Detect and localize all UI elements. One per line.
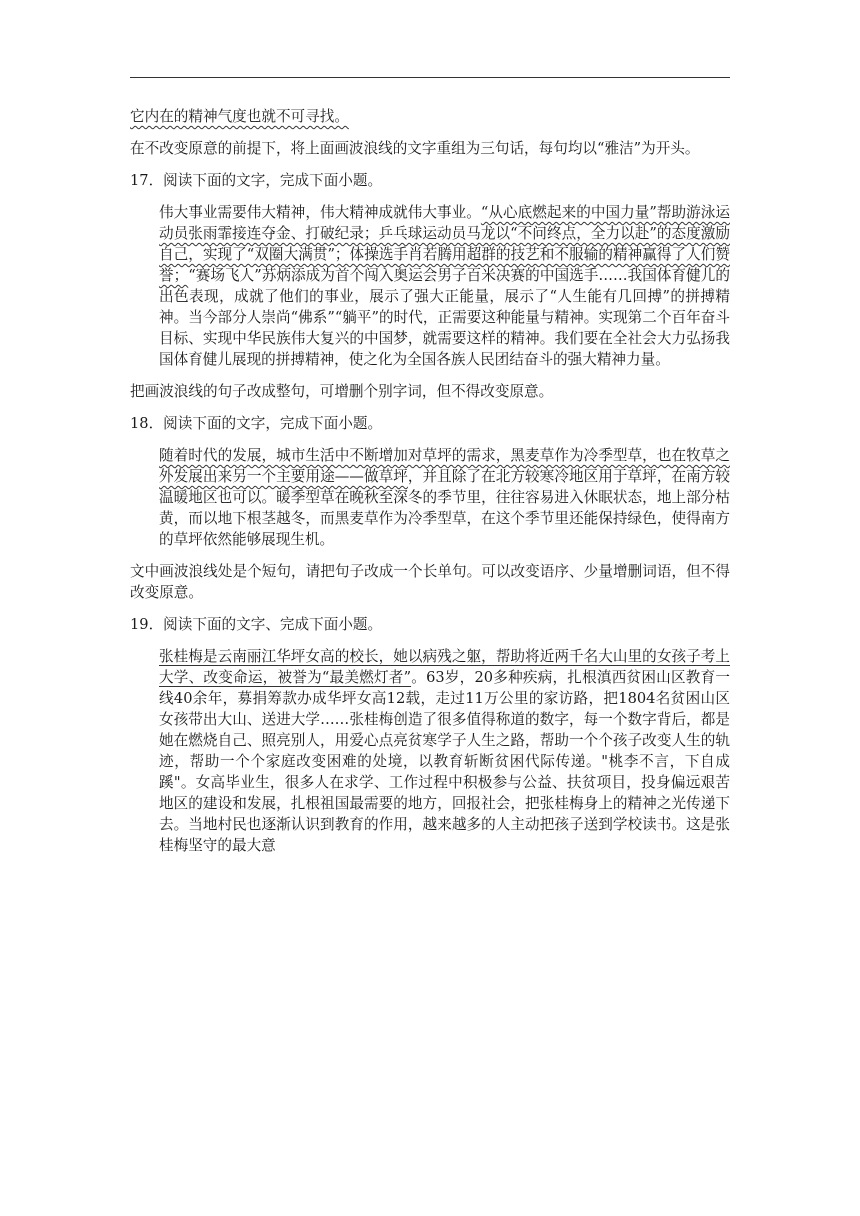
q17-passage-text: 伟大事业需要伟大精神，伟大精神成就伟大事业。 <box>159 204 481 221</box>
q18-title: 18．阅读下面的文字，完成下面小题。 <box>130 415 383 432</box>
q17-title: 17．阅读下面的文字，完成下面小题。 <box>130 172 383 189</box>
q18-instruction: 文中画波浪线处是个短句，请把句子改成一个长单句。可以改变语序、少量增删词语，但不得改变原意。 <box>130 563 730 601</box>
q17-instruction: 把画波浪线的句子改成整句，可增删个别字词，但不得改变原意。 <box>130 383 554 400</box>
header-rule <box>130 77 730 78</box>
q18-passage <box>130 445 730 550</box>
continuation-line <box>130 106 730 127</box>
wavy-underlined-text: 它内在的精神气度也就不可寻找。 <box>130 108 349 125</box>
q17-wavy-text: “从心底燃起来的中国力量”帮助游泳运动员张雨霏接连夺金、打破纪录；乒乓球运动员马龙以“不问终点，全力以赴”的态度激励自己，实现了“双圈大满贯”；体操选手肖若腾用超群的技艺和不服输的精神赢得了人们赞誉； <box>159 204 730 284</box>
q19-passage <box>130 646 730 856</box>
q19-underlined-text: 张桂梅是云南丽江华坪女高的校长，她以病残之躯，帮助将近两千名大山里的女孩子考上大学、改变命运，被誉为“最美燃灯者” <box>159 648 730 686</box>
q18-passage-text: ，并且除了在北方较寒冷地区用于草坪，在南方较温暖地区也可以。暖季型草在晚秋至深冬的季节里，往往容易进入休眠状态，地上部分枯黄，而以地下根茎越冬，而黑麦草作为冷季型草，在这个季节里还能保持绿色，使得南方的草坪依然能够展现生机。 <box>159 468 730 548</box>
q17-passage <box>130 202 730 370</box>
q17-passage-text-rest: “赛场飞人”苏炳添成为首个闯入奥运会男子百米决赛的中国选手……我国体育健儿的出色表现，成就了他们的事业，展示了强大正能量，展示了“人生能有几回搏”的拼搏精神。当今部分人崇尚“佛系”“躺平”的时代，正需要这种能量与精神。实现第二个百年奋斗目标、实现中华民族伟大复兴的中国梦，就需要这样的精神。我们要在全社会大力弘扬我国体育健儿展现的拼搏精神，使之化为全国各族人民团结奋斗的强大精神力量。 <box>159 267 730 368</box>
q19-title: 19．阅读下面的文字、完成下面小题。 <box>130 616 383 633</box>
q19-passage-text: 。63岁，20多种疾病，扎根滇西贫困山区教育一线40余年，募捐筹款办成华坪女高12载，走过11万公里的家访路，把1804名贫困山区女孩带出大山、送进大学……张桂梅创造了很多值得称道的数字，每一个数字背后，都是她在燃烧自己、照亮别人，用爱心点亮贫寒学子人生之路，帮助一个个孩子改变人生的轨迹，帮助一个个家庭改变困难的处境，以教育斩断贫困代际传递。"桃李不言，下自成蹊"。女高毕业生，很多人在求学、工作过程中积极参与公益、扶贫项目，投身偏远艰苦地区的建设和发展，扎根祖国最需要的地方，回报社会，把张桂梅身上的精神之光传递下去。当地村民也逐渐认识到教育的作用，越来越多的人主动把孩子送到学校读书。这是张桂梅坚守的最大意 <box>159 669 730 854</box>
q16-instruction: 在不改变原意的前提下，将上面画波浪线的文字重组为三句话，每句均以“雅洁”为开头。 <box>130 140 700 157</box>
document-body <box>130 106 730 867</box>
q18-wavy-text: 随着时代的发展，城市生活中不断增加对草坪的需求，黑麦草作为冷季型草，也在牧草之外发展出来另一个主要用途——做草坪 <box>159 447 730 485</box>
